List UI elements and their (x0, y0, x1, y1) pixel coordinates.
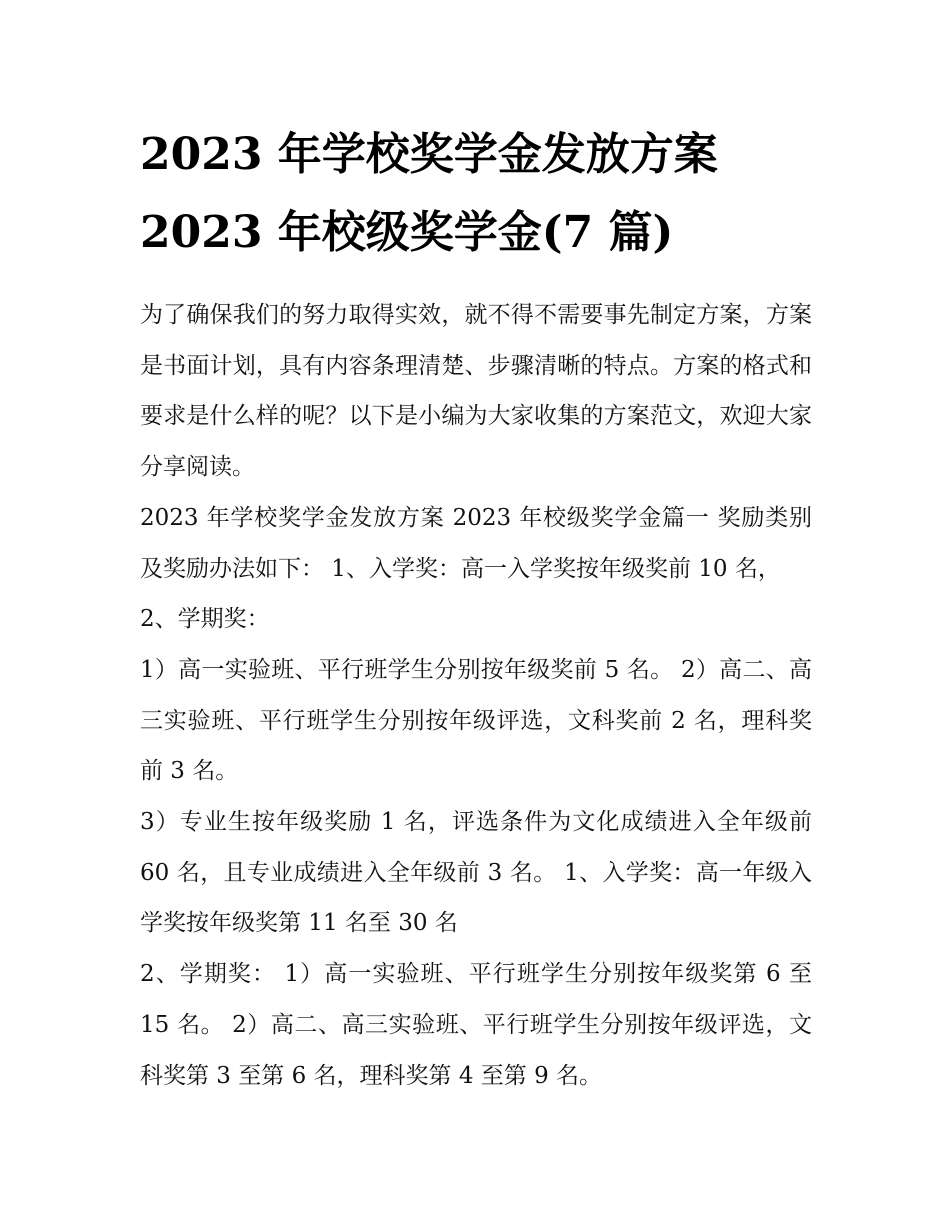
document-body (140, 290, 812, 1101)
term-award-item-3: 3）专业生按年级奖励 1 名，评选条件为文化成绩进入全年级前 60 名，且专业成绩进入全年级前 3 名。 1、入学奖：高一年级入学奖按年级奖第 11 名至 30 名 (140, 809, 812, 937)
intro-paragraph: 为了确保我们的努力取得实效，就不得不需要事先制定方案，方案是书面计划，具有内容条理清楚、步骤清晰的特点。方案的格式和要求是什么样的呢？以下是小编为大家收集的方案范文，欢迎大家分享阅读。 (140, 302, 812, 481)
document-title (140, 116, 812, 272)
second-prize-paragraph: 2、学期奖： 1）高一实验班、平行班学生分别按年级奖第 6 至 15 名。 2）高二、高三实验班、平行班学生分别按年级评选，文科奖第 3 至第 6 名，理科奖第 4 至第 9 名。 (140, 961, 812, 1089)
term-award-heading: 2、学期奖： (140, 606, 270, 633)
title-line-1: 2023 年学校奖学金发放方案 (140, 129, 718, 180)
term-award-item-1-2: 1）高一实验班、平行班学生分别按年级奖前 5 名。 2）高二、高三实验班、平行班学生分别按年级评选，文科奖前 2 名，理科奖前 3 名。 (140, 656, 812, 785)
document-content (140, 116, 812, 1101)
section-one-paragraph: 2023 年学校奖学金发放方案 2023 年校级奖学金篇一 奖励类别及奖励办法如下： 1、入学奖：高一入学奖按年级奖前 10 名， (140, 504, 812, 582)
title-line-2: 2023 年校级奖学金(7 篇) (140, 207, 674, 258)
